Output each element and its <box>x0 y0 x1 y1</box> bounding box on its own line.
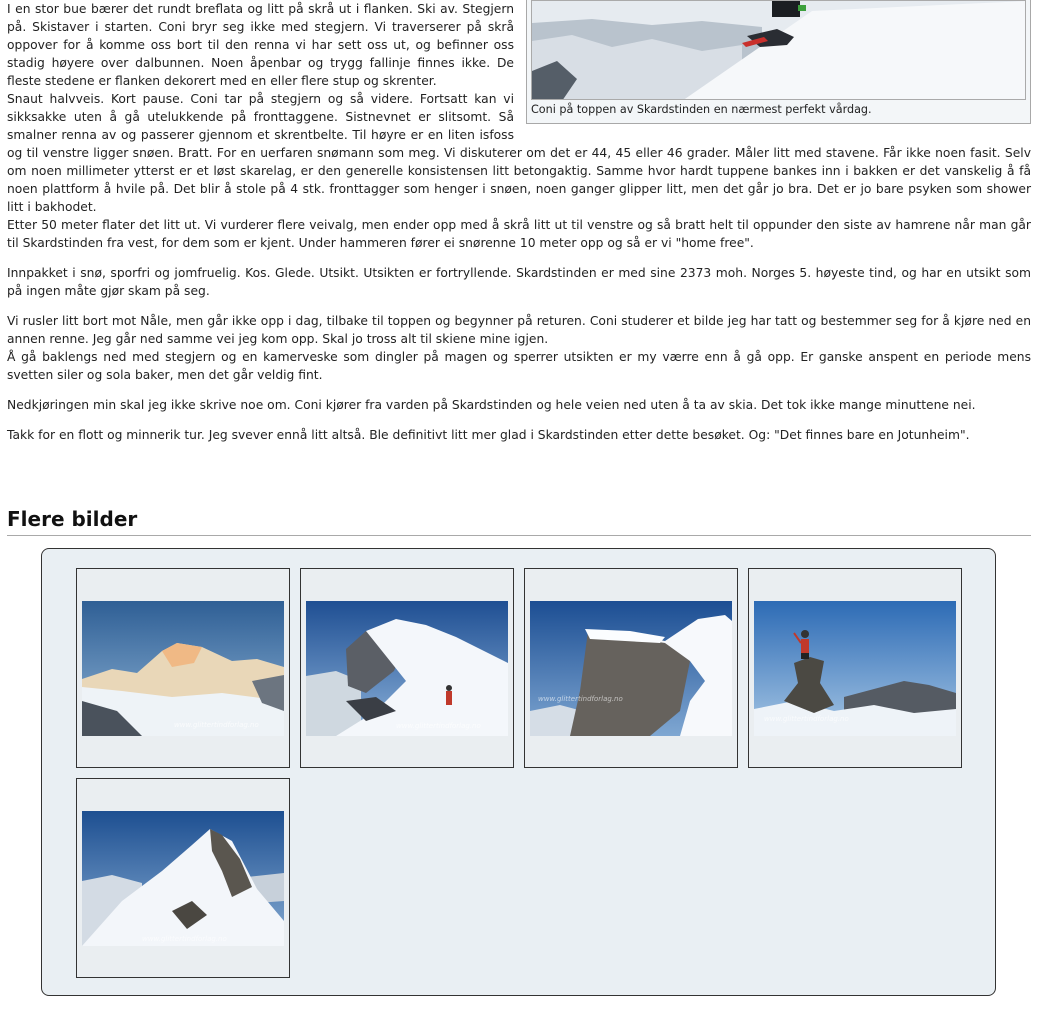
paragraph-descent-line: Å gå baklengs ned med stegjern og en kamerveske som dingler på magen og sperrer utsikten er my værre enn å gå opp. Er ganske anspent en periode mens svetten siler og sola baker, men det går veldig fint. <box>7 350 1031 382</box>
photo-watermark: www.glittertindforlag.no <box>396 722 481 730</box>
photo-watermark: www.glittertindforlag.no <box>142 935 227 943</box>
gallery-heading: Flere bilder <box>7 506 1031 536</box>
photo-rock-spire-skier-icon <box>306 601 508 736</box>
summit-photo-caption: Coni på toppen av Skardstinden en nærmest perfekt vårdag. <box>531 103 872 116</box>
paragraph-thanks: Takk for en flott og minnerik tur. Jeg svever ennå litt altså. Ble definitivt litt mer glad i Skardstinden etter dette besøket. Og: "Det finnes bare en Jotunheim". <box>7 428 970 442</box>
paragraph-ascent-line: Etter 50 meter flater det litt ut. Vi vurderer flere veivalg, men ender opp med å skrå litt ut til venstre og så bratt helt til oppunder den siste av hamrene når man går til Skardstinden fra vest, for dem som er kjent. Under hammeren fører ei snørenne 10 meter opp og så er vi "home free". <box>7 218 1031 250</box>
gallery-thumb[interactable] <box>524 568 738 768</box>
paragraph-ascent-line: I en stor bue bærer det rundt breflata og litt på skrå ut i flanken. Ski av. Stegjern på. Skistaver i starten. Coni bryr seg ikke med stegjern. Vi traverserer på skrå oppover for å komme oss bort til den renna vi har sett oss ut, og befinner oss stadig høyere over dalbunnen. Noen åpenbar og trygg fallinje finnes ikke. De fleste stedene er flanken dekorert med en eller flere stup og skrenter. <box>7 2 514 88</box>
photo-glacier-peak-icon <box>82 601 284 736</box>
gallery-thumb[interactable] <box>76 778 290 978</box>
paragraph-ski-down: Nedkjøringen min skal jeg ikke skrive noe om. Coni kjører fra varden på Skardstinden og hele veien ned uten å ta av skia. Det tok ikke mange minuttene nei. <box>7 398 976 412</box>
summit-photo-icon <box>532 1 1026 100</box>
photo-watermark: www.glittertindforlag.no <box>174 721 259 729</box>
photo-cairn-summit-icon <box>754 601 956 736</box>
paragraph-summit: Innpakket i snø, sporfri og jomfruelig. Kos. Glede. Utsikt. Utsikten er fortryllende. Skardstinden er med sine 2373 moh. Norges 5. høyeste tind, og har en utsikt som på ingen måte gjør skam på seg. <box>7 266 1031 298</box>
article-body <box>7 0 1031 456</box>
gallery-thumb[interactable] <box>300 568 514 768</box>
paragraph-ascent-line: Snaut halvveis. Kort pause. Coni tar på stegjern og så videre. Fortsatt kan vi sikksakke uten å gå utelukkende på fronttaggene. Sistnevnet er slitsomt. Så smalner renna av og passerer gjennom et skrentbelte. Til høyre er en liten isfoss og til venstre ligger snøen. Bratt. For en uerfaren snømann som meg. Vi diskuterer om det er 44, 45 eller 46 grader. Måler litt med stavene. Får ikke noen fasit. Selv om noen millimeter ytterst er et løst skarelag, er den generelle konsistensen litt betongaktig. Samme hvor hardt tuppene bankes inn i bakken er det vanskelig å få noen plattform å hvile på. Det blir å stole på 4 stk. fronttagger som henger i snøen, noen ganger glipper litt, men det går jo bra. Det er jo bare psyken som shower litt i bakhodet. <box>7 92 1031 214</box>
image-gallery <box>41 548 996 996</box>
gallery-thumb[interactable] <box>76 568 290 768</box>
photo-snowy-ridge-icon <box>82 811 284 946</box>
summary-figure <box>526 0 1031 124</box>
summit-photo[interactable] <box>531 0 1026 100</box>
paragraph-descent-line: Vi rusler litt bort mot Nåle, men går ikke opp i dag, tilbake til toppen og begynner på returen. Coni studerer et bilde jeg har tatt og bestemmer seg for å kjøre ned en annen renne. Jeg går ned samme vei jeg kom opp. Skal jo tross alt til skiene mine igjen. <box>7 314 1031 346</box>
photo-watermark: www.glittertindforlag.no <box>538 695 623 703</box>
photo-rock-pillar-icon <box>530 601 732 736</box>
photo-watermark: www.glittertindforlag.no <box>764 715 849 723</box>
gallery-thumb[interactable] <box>748 568 962 768</box>
paragraph-descent <box>7 312 1031 384</box>
